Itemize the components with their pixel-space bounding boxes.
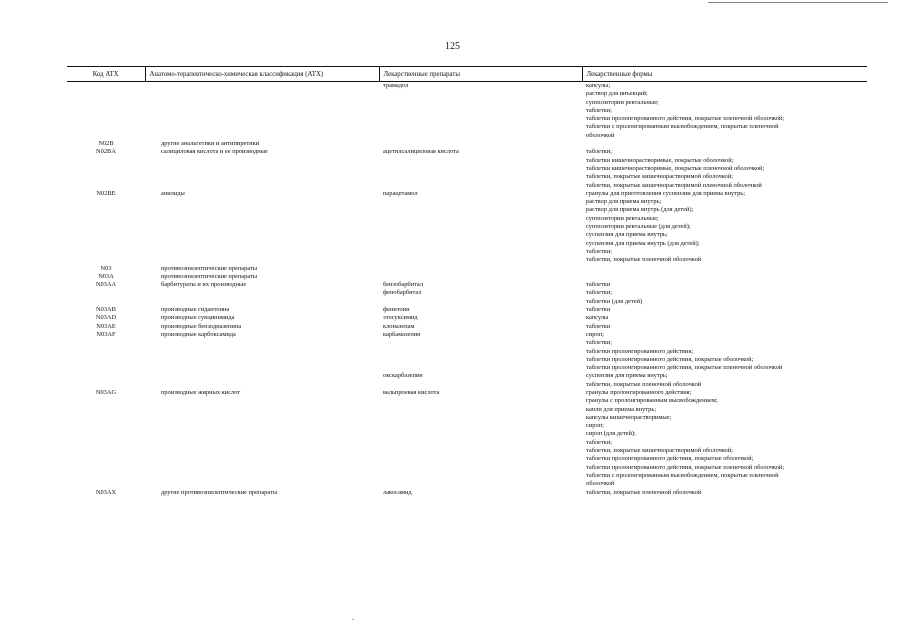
table-row [67,273,867,281]
forms-cell [582,265,867,273]
forms-cell [582,372,867,389]
forms-cell [582,331,867,372]
forms-cell [582,489,867,497]
classification-cell [145,372,379,389]
dosage-form-line: суспензия для приема внутрь (для детей); [586,239,700,247]
atx-code-cell: N03AD [95,314,117,322]
classification-cell: производные бензодиазепина [161,322,242,330]
dosage-form-line: таблетки пролонгированного действия, покрытые оболочкой; [586,455,754,463]
dosage-form-line: таблетки с пролонгированным высвобождением, покрытые пленочной [586,123,779,131]
atx-code-cell: N03A [98,272,114,280]
dosage-form-line: капсулы; [586,82,611,89]
forms-cell [582,82,867,141]
dosage-form-line: таблетки; [586,438,612,446]
drug-cell: фенитоин [383,306,410,314]
table-row [67,314,867,322]
classification-cell: производные карбоксамида [161,330,236,338]
drug-cell [379,273,582,281]
bottom-mark: . [352,613,354,622]
forms-cell [582,273,867,281]
classification-cell: другие противоэпилептические препараты [161,488,278,496]
page-number: 125 [445,41,460,52]
dosage-form-line: сироп (для детей); [586,430,636,438]
classification-cell: другие анальгетики и антипиретики [161,140,260,148]
classification-cell: производные жирных кислот [161,388,241,396]
table-row [67,140,867,148]
dosage-form-line: таблетки; [586,106,612,114]
dosage-form-line: таблетки, покрытые пленочной оболочкой [586,488,702,496]
table-row [67,281,867,289]
atx-code-cell: N03 [100,264,112,272]
drug-cell: вальпроевая кислота [383,388,440,396]
classification-cell: барбитураты и их производные [161,281,247,289]
table-body [67,82,867,497]
drug-cell: лакосамид [383,488,412,496]
forms-cell [582,314,867,322]
atx-code-cell [67,289,145,306]
classification-cell: противоэпилептические препараты [161,272,258,280]
drug-cell: этосуксимид [383,314,418,322]
dosage-form-line: таблетки кишечнорастворимые, покрытые оболочкой; [586,156,734,164]
atx-code-cell [67,82,145,141]
classification-cell: противоэпилептические препараты [161,264,258,272]
atx-code-cell: N03AF [96,330,116,338]
dosage-form-line: оболочкой [586,131,615,139]
atx-code-cell: N03AA [95,281,117,289]
table-row [67,372,867,389]
table-row [67,489,867,497]
dosage-form-line: таблетки, покрытые кишечнорастворимой пленочной оболочкой [586,181,762,189]
forms-cell [582,306,867,314]
dosage-form-line: таблетки пролонгированного действия; [586,347,694,355]
drug-cell [379,140,582,148]
dosage-form-line: таблетки, покрытые пленочной оболочкой [586,256,702,264]
dosage-form-line: таблетки [586,322,611,330]
forms-cell [582,148,867,189]
table-header-row [67,67,867,82]
forms-cell [582,140,867,148]
atx-code-cell: N02BA [96,148,116,156]
dosage-form-line: таблетки, покрытые кишечнорастворимой оболочкой; [586,173,733,181]
header-drugs: Лекарственные препараты [379,67,582,82]
dosage-form-line: сироп; [586,330,604,338]
atx-code-cell: N03AG [95,388,117,396]
dosage-form-line: гранулы для приготовления суспензии для приема внутрь; [586,189,745,197]
dosage-form-line: таблетки с пролонгированным высвобождением, покрытые пленочной [586,471,779,479]
dosage-form-line: раствор для приема внутрь; [586,198,662,206]
forms-cell [582,281,867,289]
forms-cell [582,190,867,265]
dosage-form-line: таблетки кишечнорастворимые, покрытые пленочной оболочкой; [586,164,765,172]
drug-cell: карбамазепин [383,330,421,338]
dosage-form-line: таблетки, покрытые пленочной оболочкой [586,380,702,388]
dosage-form-line: суппозитории ректальные; [586,214,659,222]
atx-code-cell: N02B [98,140,114,148]
top-rule [708,2,888,3]
table-row [67,82,867,141]
dosage-form-line: таблетки; [586,148,612,156]
header-forms: Лекарственные формы [582,67,867,82]
header-code: Код АТХ [67,67,145,82]
dosage-form-line: таблетки; [586,339,612,347]
classification-cell: производные гидантоина [161,306,230,314]
dosage-form-line: гранулы с пролонгированным высвобождением; [586,397,718,405]
dosage-form-line: капли для приема внутрь; [586,405,657,413]
classification-cell [145,82,379,141]
dosage-form-line: таблетки пролонгированного действия, покрытые пленочной оболочкой [586,364,783,372]
drug-cell: бензобарбитал [383,281,424,289]
dosage-form-line: суспензия для приема внутрь; [586,231,668,239]
atx-code-cell: N03AE [96,322,116,330]
drug-cell: клоназепам [383,322,415,330]
dosage-form-line: таблетки [586,306,611,314]
dosage-form-line: суппозитории ректальные (для детей); [586,223,691,231]
dosage-form-line: гранулы пролонгированного действия; [586,388,692,396]
header-classification: Анатомо-терапевтическо-химическая классификация (АТХ) [145,67,379,82]
drug-cell: парацетамол [383,189,418,197]
table-row [67,323,867,331]
dosage-form-line: таблетки пролонгированного действия, покрытые пленочной оболочкой; [586,463,785,471]
table-row [67,389,867,489]
drug-cell [379,265,582,273]
atx-table [67,66,867,497]
table-row [67,331,867,372]
drug-cell: ацетилсалициловая кислота [383,148,459,156]
dosage-form-line: таблетки пролонгированного действия, покрытые оболочкой; [586,355,754,363]
forms-cell [582,389,867,489]
table-row [67,265,867,273]
atx-code-cell: N03AB [96,306,116,314]
dosage-form-line: сироп; [586,422,604,430]
dosage-form-line: суппозитории ректальные; [586,98,659,106]
forms-cell [582,323,867,331]
dosage-form-line: раствор для инъекций; [586,90,648,98]
dosage-form-line: таблетки; [586,289,612,297]
drug-cell: окскарбазепин [383,372,423,380]
dosage-form-line: капсулы [586,314,609,322]
classification-cell: анилиды [161,189,185,197]
table-row [67,289,867,306]
table-row [67,148,867,189]
dosage-form-line: таблетки пролонгированного действия, покрытые пленочной оболочкой; [586,115,785,123]
atx-code-cell: N03AX [95,488,117,496]
drug-cell: трамадол [383,82,409,89]
forms-cell [582,289,867,306]
dosage-form-line: таблетки (для детей) [586,297,643,305]
table-row [67,306,867,314]
dosage-form-line: суспензия для приема внутрь; [586,372,668,380]
drug-cell: фенобарбитал [383,289,422,297]
classification-cell [145,289,379,306]
classification-cell: производные сукцинимида [161,314,235,322]
dosage-form-line: таблетки [586,281,611,289]
dosage-form-line: таблетки; [586,247,612,255]
table-row [67,190,867,265]
dosage-form-line: капсулы кишечнорастворимые; [586,413,672,421]
dosage-form-line: таблетки, покрытые кишечнорастворимой оболочкой; [586,447,733,455]
atx-code-cell: N02BE [96,189,116,197]
dosage-form-line: раствор для приема внутрь (для детей); [586,206,694,214]
classification-cell: салициловая кислота и ее производные [161,148,268,156]
atx-code-cell [67,372,145,389]
dosage-form-line: оболочкой [586,480,615,488]
